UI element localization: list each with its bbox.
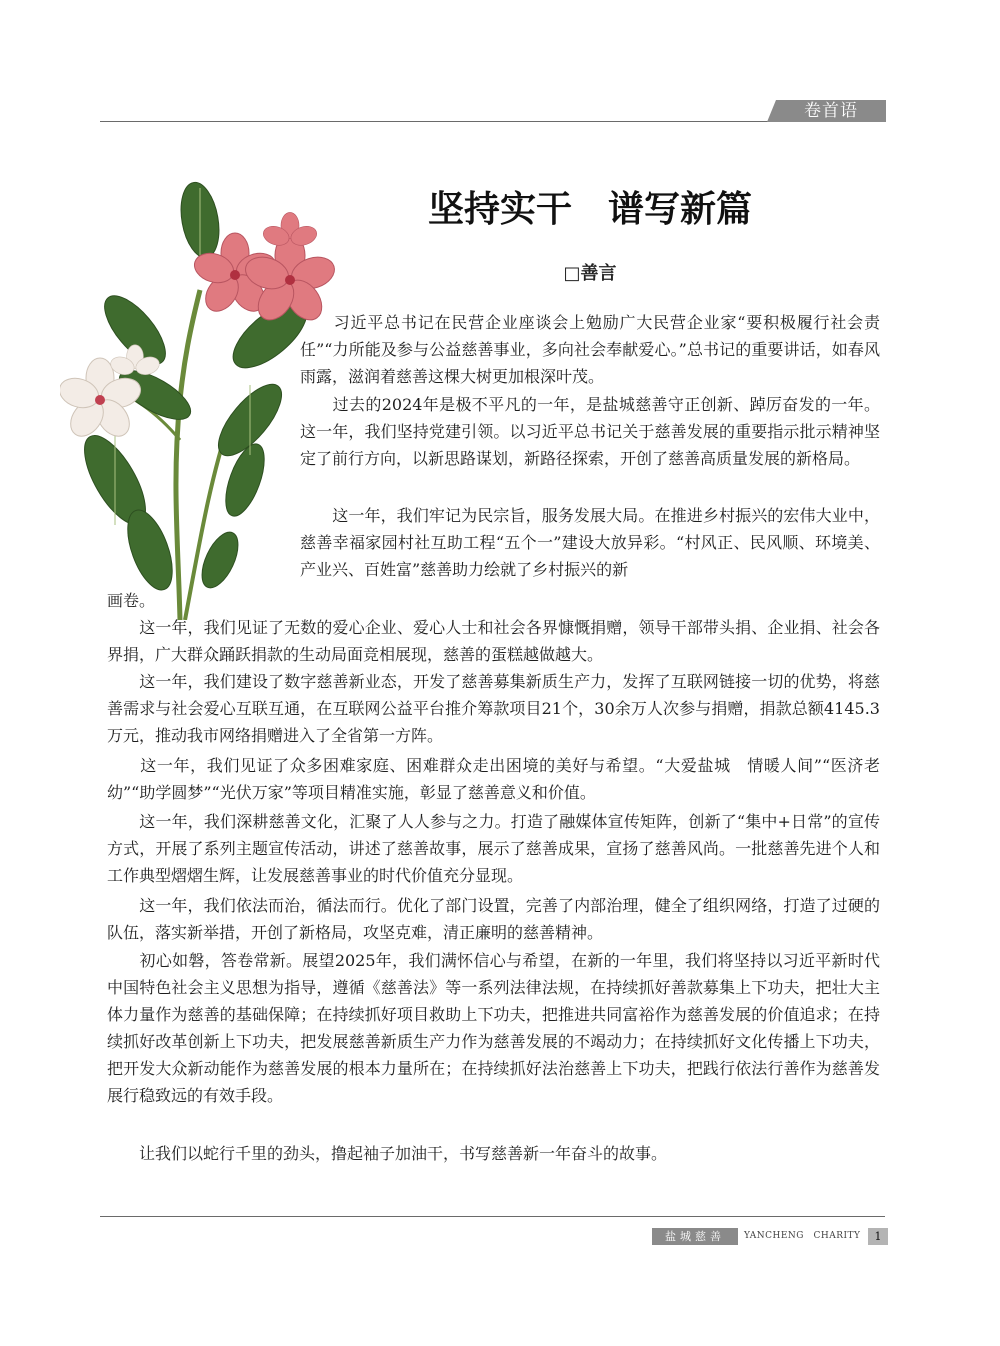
paragraph-5: 这一年，我们建设了数字慈善新业态，开发了慈善募集新质生产力，发挥了互联网链接一切的优势，将慈善需求与社会爱心互联互通，在互联网公益平台推介筹款项目21个，30余万人次参与捐赠，捐款总额4145.3万元，推动我市网络捐赠进入了全省第一方阵。: [107, 672, 880, 745]
section-tab: [776, 100, 886, 122]
footer-rule: [100, 1216, 885, 1217]
section-label: 卷首语: [804, 101, 858, 121]
paragraph-10: 让我们以蛇行千里的劲头，撸起袖子加油干，书写慈善新一年奋斗的故事。: [107, 1144, 668, 1163]
paragraph-9: 初心如磐，答卷常新。展望2025年，我们满怀信心与希望，在新的一年里，我们将坚持以习近平新时代中国特色社会主义思想为指导，遵循《慈善法》等一系列法律法规，在持续抓好善款募集上下功夫，把壮大主体力量作为慈善的基础保障；在持续抓好项目救助上下功夫，把推进共同富裕作为慈善发展的价值追求；在持续抓好改革创新上下功夫，把发展慈善新质生产力作为慈善发展的不竭动力；在持续抓好文化传播上下功夫，把开发大众新动能作为慈善发展的根本力量所在；在持续抓好法治慈善上下功夫，把践行依法行善作为慈善发展行稳致远的有效手段。: [107, 951, 880, 1105]
paragraph-3: 这一年，我们牢记为民宗旨，服务发展大局。在推进乡村振兴的宏伟大业中，慈善幸福家园村社互助工程“五个一”建设大放异彩。“村风正、民风顺、环境美、产业兴、百姓富”慈善助力绘就了乡村振兴的新: [300, 506, 880, 579]
footer: [652, 1228, 888, 1245]
paragraph-2: 过去的2024年是极不平凡的一年，是盐城慈善守正创新、踔厉奋发的一年。这一年，我们坚持党建引领。以习近平总书记关于慈善发展的重要指示批示精神坚定了前行方向，以新思路谋划，新路径探索，开创了慈善高质量发展的新格局。: [300, 395, 880, 468]
paragraph-7: 这一年，我们深耕慈善文化，汇聚了人人参与之力。打造了融媒体宣传矩阵，创新了“集中+日常”的宣传方式，开展了系列主题宣传活动，讲述了慈善故事，展示了慈善成果，宣扬了慈善风尚。一批慈善先进个人和工作典型熠熠生辉，让发展慈善事业的时代价值充分显现。: [107, 812, 880, 885]
article-title: 坚持实干 谱写新篇: [427, 189, 752, 230]
page-number: 1: [868, 1228, 888, 1245]
paragraph-3-continued: 画卷。: [107, 591, 156, 610]
footer-magazine-cn: 盐城慈善: [652, 1228, 738, 1245]
paragraph-8: 这一年，我们依法而治，循法而行。优化了部门设置，完善了内部治理，健全了组织网络，打造了过硬的队伍，落实新举措，开创了新格局，攻坚克难，清正廉明的慈善精神。: [107, 896, 880, 942]
footer-magazine-en: YANCHENG CHARITY: [744, 1231, 861, 1241]
paragraph-1: 习近平总书记在民营企业座谈会上勉励广大民营企业家“要积极履行社会责任”“力所能及参与公益慈善事业，多向社会奉献爱心。”总书记的重要讲话，如春风雨露，滋润着慈善这棵大树更加根深叶茂。: [300, 313, 880, 386]
section-tab-notch: [767, 100, 776, 122]
paragraph-4: 这一年，我们见证了无数的爱心企业、爱心人士和社会各界慷慨捐赠，领导干部带头捐、企业捐、社会各界捐，广大群众踊跃捐款的生动局面竞相展现，慈善的蛋糕越做越大。: [107, 618, 880, 664]
article-author: □善言: [563, 263, 617, 284]
paragraph-6: 这一年，我们见证了众多困难家庭、困难群众走出困境的美好与希望。“大爱盐城 情暖人间”“医济老幼”“助学圆梦”“光伏万家”等项目精准实施，彰显了慈善意义和价值。: [107, 756, 880, 802]
